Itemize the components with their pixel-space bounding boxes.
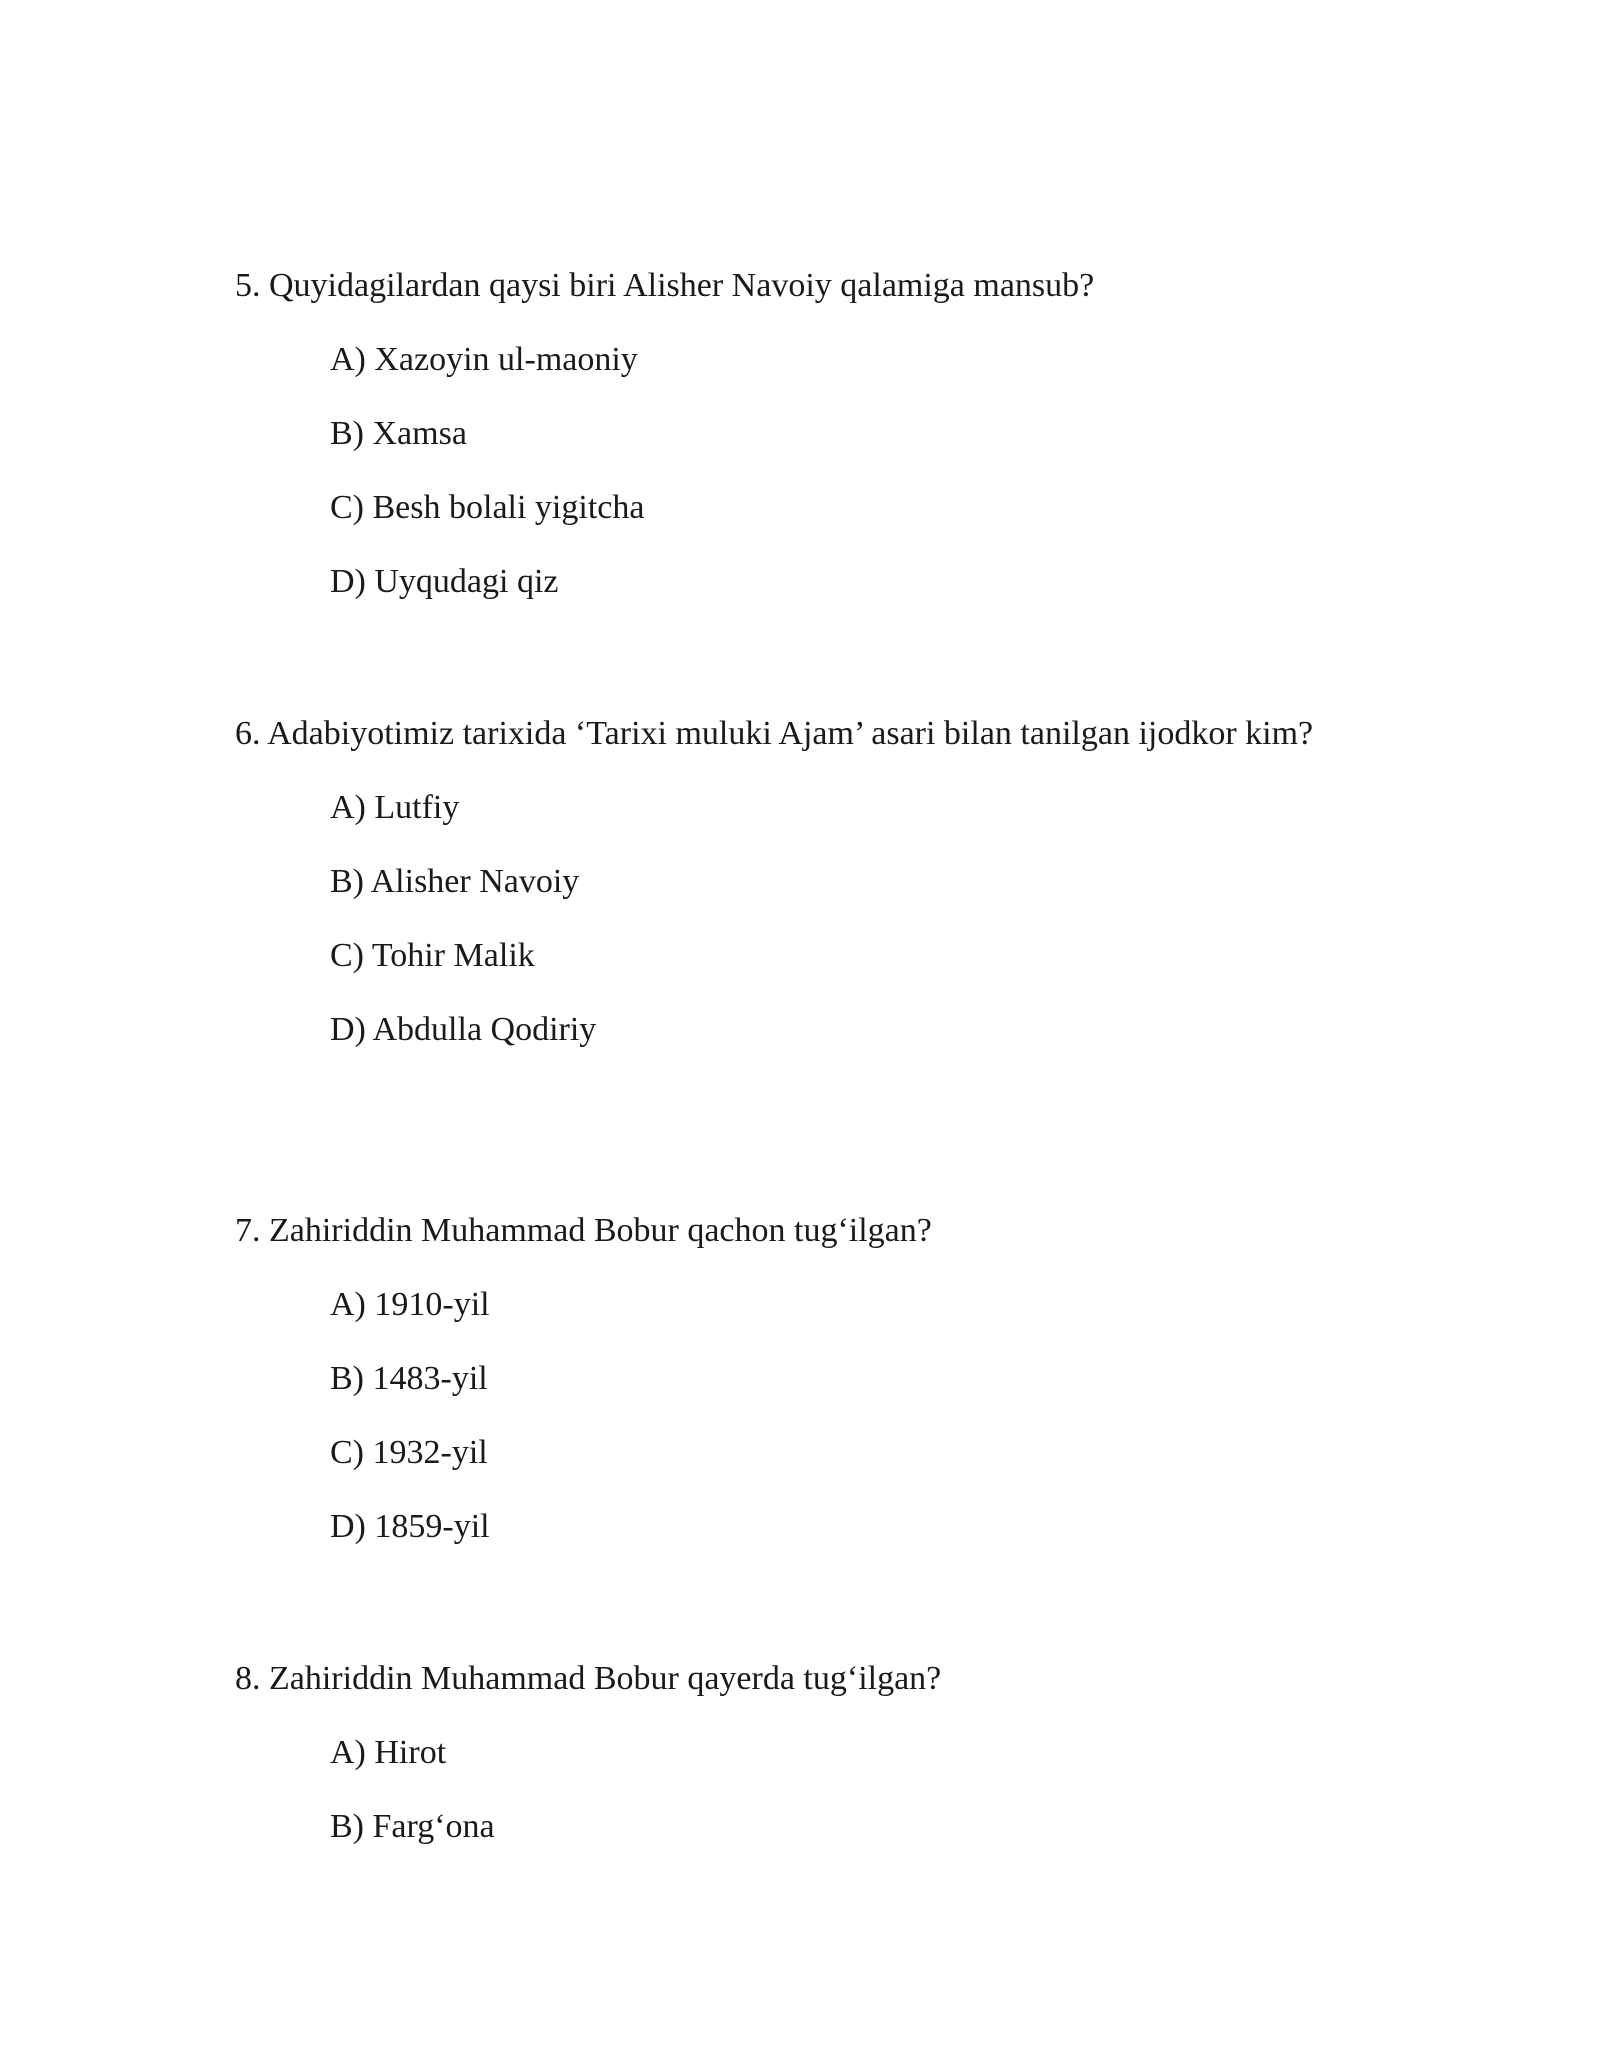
question-text: 8. Zahiriddin Muhammad Bobur qayerda tug‘ilgan? [235, 1660, 942, 1697]
answer-options [235, 1280, 1365, 1551]
option-d: D) 1859-yil [330, 1508, 490, 1545]
question-7 [235, 1206, 1365, 1551]
question-6 [235, 709, 1365, 1054]
option-a: A) Xazoyin ul-maoniy [330, 341, 638, 378]
option-d: D) Abdulla Qodiriy [330, 1011, 597, 1048]
answer-options [235, 1728, 1365, 1851]
question-8 [235, 1654, 1365, 1851]
option-c: C) 1932-yil [330, 1434, 488, 1471]
option-d: D) Uyqudagi qiz [330, 563, 559, 600]
question-5 [235, 261, 1365, 606]
option-b: B) Xamsa [330, 415, 467, 452]
answer-options [235, 335, 1365, 606]
option-a: A) Lutfiy [330, 789, 460, 826]
option-c: C) Tohir Malik [330, 937, 535, 974]
question-text: 5. Quyidagilardan qaysi biri Alisher Navoiy qalamiga mansub? [235, 267, 1095, 304]
option-a: A) Hirot [330, 1734, 447, 1771]
answer-options [235, 783, 1365, 1054]
option-b: B) 1483-yil [330, 1360, 488, 1397]
option-a: A) 1910-yil [330, 1286, 490, 1323]
option-b: B) Farg‘ona [330, 1808, 495, 1845]
option-c: C) Besh bolali yigitcha [330, 489, 645, 526]
option-b: B) Alisher Navoiy [330, 863, 580, 900]
question-text: 7. Zahiriddin Muhammad Bobur qachon tug‘ilgan? [235, 1212, 932, 1249]
question-text: 6. Adabiyotimiz tarixida ‘Tarixi muluki Ajam’ asari bilan tanilgan ijodkor kim? [235, 715, 1314, 752]
